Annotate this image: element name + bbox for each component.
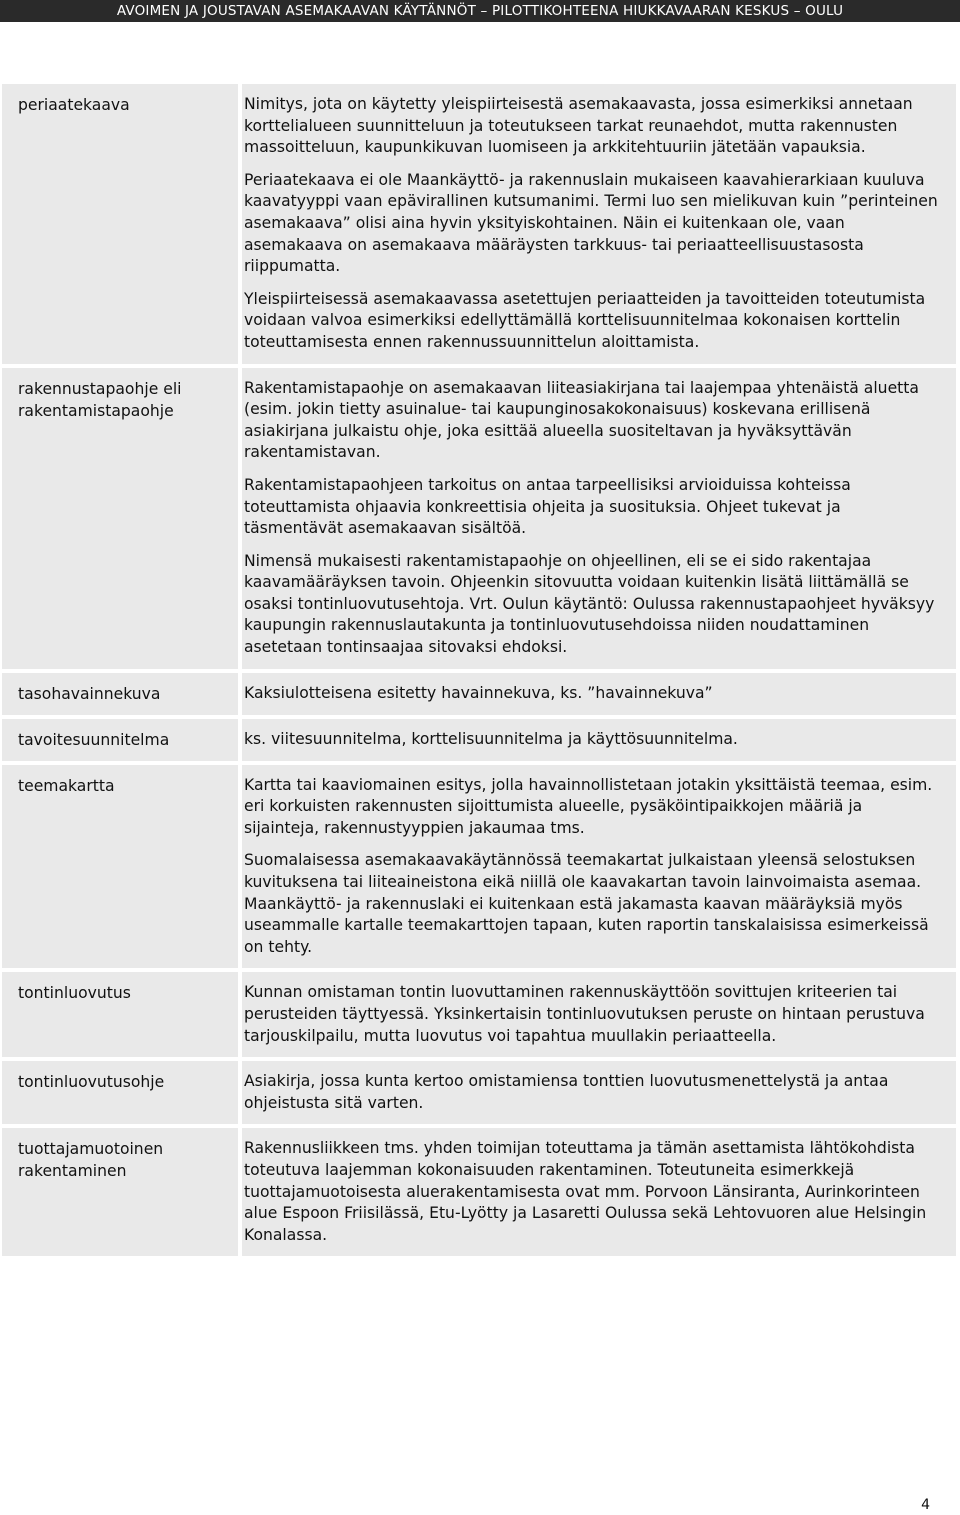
page-number: 4 — [921, 1497, 930, 1513]
term-label: tuottajamuotoinen rakentaminen — [2, 1128, 238, 1256]
definition-cell — [242, 673, 956, 715]
glossary-row-tuottajamuotoinen-rakentaminen — [2, 1128, 956, 1256]
term-label: tavoitesuunnitelma — [2, 719, 238, 761]
running-header: AVOIMEN JA JOUSTAVAN ASEMAKAAVAN KÄYTÄNNÖT – PILOTTIKOHTEENA HIUKKAVAARAN KESKUS – OULU — [0, 0, 960, 22]
glossary-table — [2, 84, 956, 1260]
term-label: tontinluovutus — [2, 972, 238, 1057]
definition-paragraph: Rakennusliikkeen tms. yhden toimijan toteuttama ja tämän asettamista lähtökohdista toteutuva laajemman kokonaisuuden rakentaminen. Toteutuneita esimerkkejä tuottajamuotoisesta aluerakentamisesta ovat mm. Porvoon Länsiranta, Aurinkorinteen alue Espoon Friisilässä, Etu-Lyötty ja Lasaretti Oulussa sekä Lehtovuoren alue Helsingin Konalassa. — [244, 1139, 927, 1244]
term-label: tontinluovutusohje — [2, 1061, 238, 1124]
term-label: rakennustapaohje eli rakentamistapaohje — [2, 368, 238, 669]
definition-cell — [242, 368, 956, 669]
definition-paragraph: Rakentamistapaohje on asemakaavan liiteasiakirjana tai laajempaa yhtenäistä aluetta (esim. jokin tietty asuinalue- tai kaupunginosakokonaisuus) koskevana erillisenä asiakirjana julkaistu ohje, joka esittää alueella suositeltavan ja hyväksyttävän rakentamistavan. — [244, 378, 919, 462]
term-label: tasohavainnekuva — [2, 673, 238, 715]
definition-paragraph: Yleispiirteisessä asemakaavassa asetettujen periaatteiden ja tavoitteiden toteutumista voidaan valvoa esimerkiksi edellyttämällä korttelisuunnitelmaa kokonaisen korttelin toteuttamisesta ennen rakennussuunnittelun aloittamista. — [244, 289, 926, 351]
definition-paragraph: Kaksiulotteisena esitetty havainnekuva, ks. ”havainnekuva” — [244, 683, 713, 702]
definition-cell — [242, 719, 956, 761]
glossary-row-tavoitesuunnitelma — [2, 719, 956, 761]
definition-cell — [242, 765, 956, 969]
glossary-row-tontinluovutus — [2, 972, 956, 1057]
definition-cell — [242, 1128, 956, 1256]
definition-paragraph: Periaatekaava ei ole Maankäyttö- ja rakennuslain mukaiseen kaavahierarkiaan kuuluva kaavatyyppi vaan epävirallinen kutsumanimi. Termi luo sen mielikuvan kuin ”perinteinen asemakaava” olisi aina hyvin yksityiskohtainen. Näin ei kuitenkaan ole, vaan asemakaava on asemakaava määräysten tarkkuus- tai periaatteellisuustasosta riippumatta. — [244, 170, 938, 276]
definition-paragraph: Rakentamistapaohjeen tarkoitus on antaa tarpeellisiksi arvioiduissa kohteissa toteuttamista ohjaavia konkreettisia ohjeita ja suosituksia. Ohjeet tukevat ja täsmentävät asemakaavan sisältöä. — [244, 475, 851, 538]
glossary-row-tasohavainnekuva — [2, 673, 956, 715]
glossary-row-rakennustapaohje — [2, 368, 956, 669]
definition-paragraph: Kunnan omistaman tontin luovuttaminen rakennuskäyttöön sovittujen kriteerien tai perusteiden täyttyessä. Yksinkertaisin tontinluovutuksen peruste on hintaan perustuva tarjouskilpailu, mutta luovutus voi tapahtua muullakin periaatteella. — [244, 983, 925, 1045]
term-label: periaatekaava — [2, 84, 238, 364]
definition-cell — [242, 1061, 956, 1124]
definition-paragraph: Asiakirja, jossa kunta kertoo omistamiensa tonttien luovutusmenettelystä ja antaa ohjeistusta sitä varten. — [244, 1072, 889, 1112]
definition-paragraph: ks. viitesuunnitelma, korttelisuunnitelma ja käyttösuunnitelma. — [244, 729, 738, 748]
definition-paragraph: Nimitys, jota on käytetty yleispiirteisestä asemakaavasta, jossa esimerkiksi annetaan korttelialueen suunnitteluun ja toteutukseen tarkat reunaehdot, mutta rakennusten massoitteluun, kaupunkikuvan luomiseen ja arkkitehtuuriin jätetään vapauksia. — [244, 95, 913, 157]
glossary-row-periaatekaava — [2, 84, 956, 364]
glossary-row-tontinluovutusohje — [2, 1061, 956, 1124]
definition-paragraph: Suomalaisessa asemakaavakäytännössä teemakartat julkaistaan yleensä selostuksen kuvituksena tai liiteaineistona eikä niillä ole kaavakartan tavoin lainvoimaista asemaa. Maankäyttö- ja rakennuslaki ei kuitenkaan estä jakamasta kaavan määräyksiä myös useammalle kartalle teemakarttojen tapaan, kuten raportin tanskalaisissa esimerkeissä on tehty. — [244, 851, 929, 956]
definition-cell — [242, 972, 956, 1057]
definition-cell — [242, 84, 956, 364]
definition-paragraph: Kartta tai kaaviomainen esitys, jolla havainnollistetaan jotakin yksittäistä teemaa, esim. eri korkuisten rakennusten sijoittumista alueelle, pysäköintipaikkojen määriä ja sijainteja, rakennustyyppien jakaumaa tms. — [244, 775, 933, 837]
glossary-row-teemakartta — [2, 765, 956, 969]
term-label: teemakartta — [2, 765, 238, 969]
definition-paragraph: Nimensä mukaisesti rakentamistapaohje on ohjeellinen, eli se ei sido rakentajaa kaavamääräyksen tavoin. Ohjeenkin sitovuutta voidaan kuitenkin lisätä liittämällä se osaksi tontinluovutusehtoja. Vrt. Oulun käytäntö: Oulussa rakennustapaohjeet hyväksyy kaupungin rakennuslautakunta ja tontinluovutusehdoissa niiden noudattaminen asetetaan tontinsaajaa sitovaksi ehdoksi. — [244, 551, 935, 657]
